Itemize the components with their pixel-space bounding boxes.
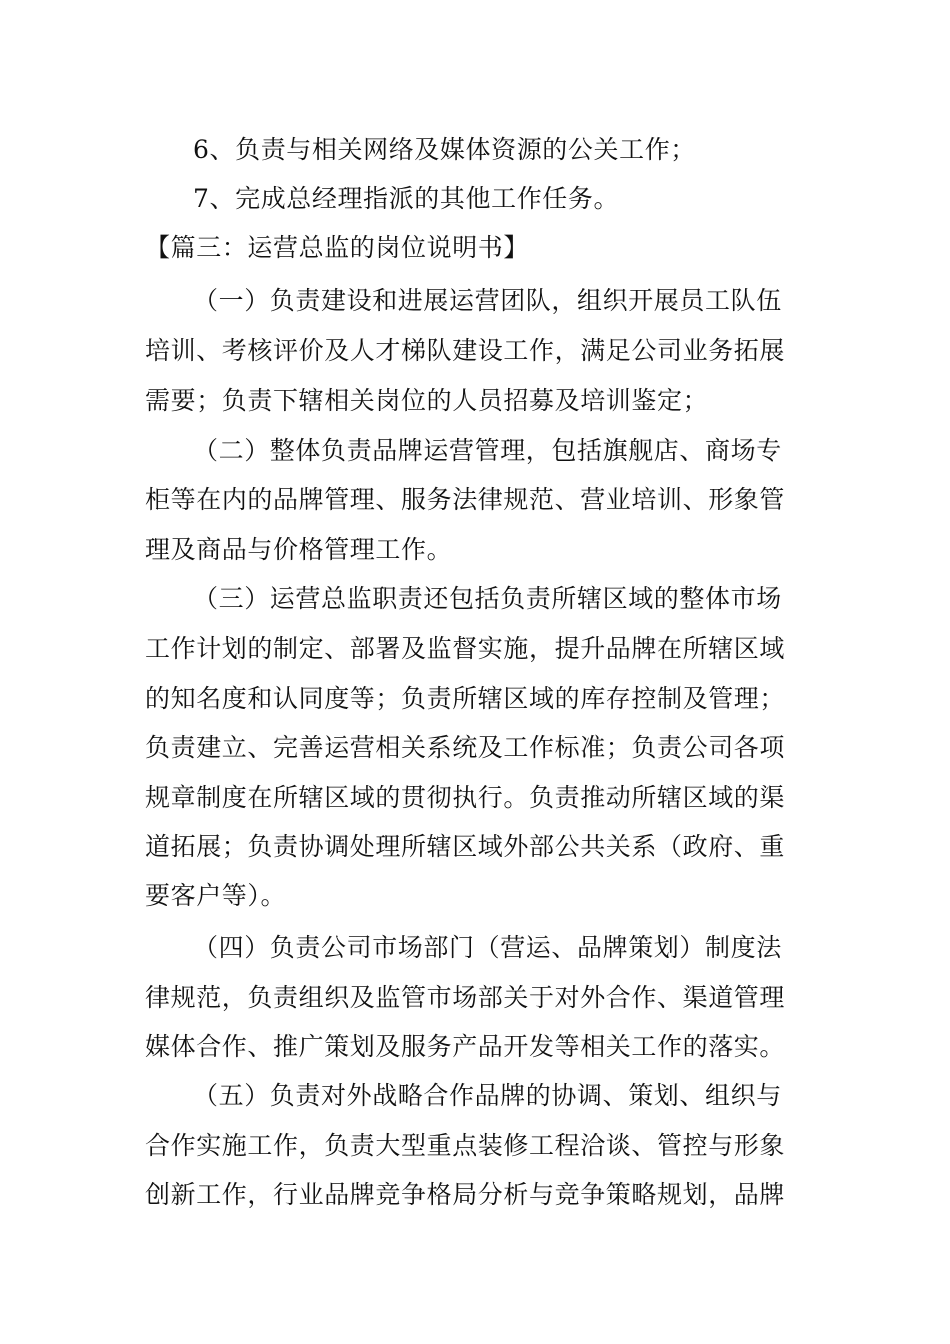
paragraph-3-line-2: 工作计划的制定、部署及监督实施，提升品牌在所辖区域 xyxy=(145,634,786,663)
paragraph-3-line-3: 的知名度和认同度等；负责所辖区域的库存控制及管理； xyxy=(145,684,786,713)
section-heading: 【篇三：运营总监的岗位说明书】 xyxy=(145,233,530,262)
paragraph-5-line-3: 创新工作，行业品牌竞争格局分析与竞争策略规划，品牌 xyxy=(145,1180,786,1209)
paragraph-4-line-3: 媒体合作、推广策划及服务产品开发等相关工作的落实。 xyxy=(145,1032,786,1061)
paragraph-1-line-3: 需要；负责下辖相关岗位的人员招募及培训鉴定； xyxy=(145,386,709,415)
paragraph-3-line-5: 规章制度在所辖区域的贯彻执行。负责推动所辖区域的渠 xyxy=(145,783,786,812)
paragraph-3-line-6: 道拓展；负责协调处理所辖区域外部公共关系（政府、重 xyxy=(145,832,786,861)
paragraph-1-line-2: 培训、考核评价及人才梯队建设工作，满足公司业务拓展 xyxy=(145,336,786,365)
paragraph-3-line-4: 负责建立、完善运营相关系统及工作标准；负责公司各项 xyxy=(145,733,786,762)
paragraph-2-line-3: 理及商品与价格管理工作。 xyxy=(145,535,453,564)
paragraph-5-line-1: （五）负责对外战略合作品牌的协调、策划、组织与 xyxy=(193,1081,782,1110)
paragraph-3-line-1: （三）运营总监职责还包括负责所辖区域的整体市场 xyxy=(193,584,782,613)
list-item-6: 6、负责与相关网络及媒体资源的公关工作； xyxy=(193,135,696,164)
paragraph-1-line-1: （一）负责建设和进展运营团队，组织开展员工队伍 xyxy=(193,286,782,315)
paragraph-4-line-2: 律规范，负责组织及监管市场部关于对外合作、渠道管理 xyxy=(145,983,786,1012)
paragraph-3-line-7: 要客户等）。 xyxy=(145,881,287,910)
paragraph-5-line-2: 合作实施工作，负责大型重点装修工程洽谈、管控与形象 xyxy=(145,1131,786,1160)
paragraph-2-line-1: （二）整体负责品牌运营管理，包括旗舰店、商场专 xyxy=(193,436,782,465)
paragraph-4-line-1: （四）负责公司市场部门（营运、品牌策划）制度法 xyxy=(193,933,782,962)
paragraph-2-line-2: 柜等在内的品牌管理、服务法律规范、营业培训、形象管 xyxy=(145,485,786,514)
list-item-7: 7、完成总经理指派的其他工作任务。 xyxy=(193,184,620,213)
